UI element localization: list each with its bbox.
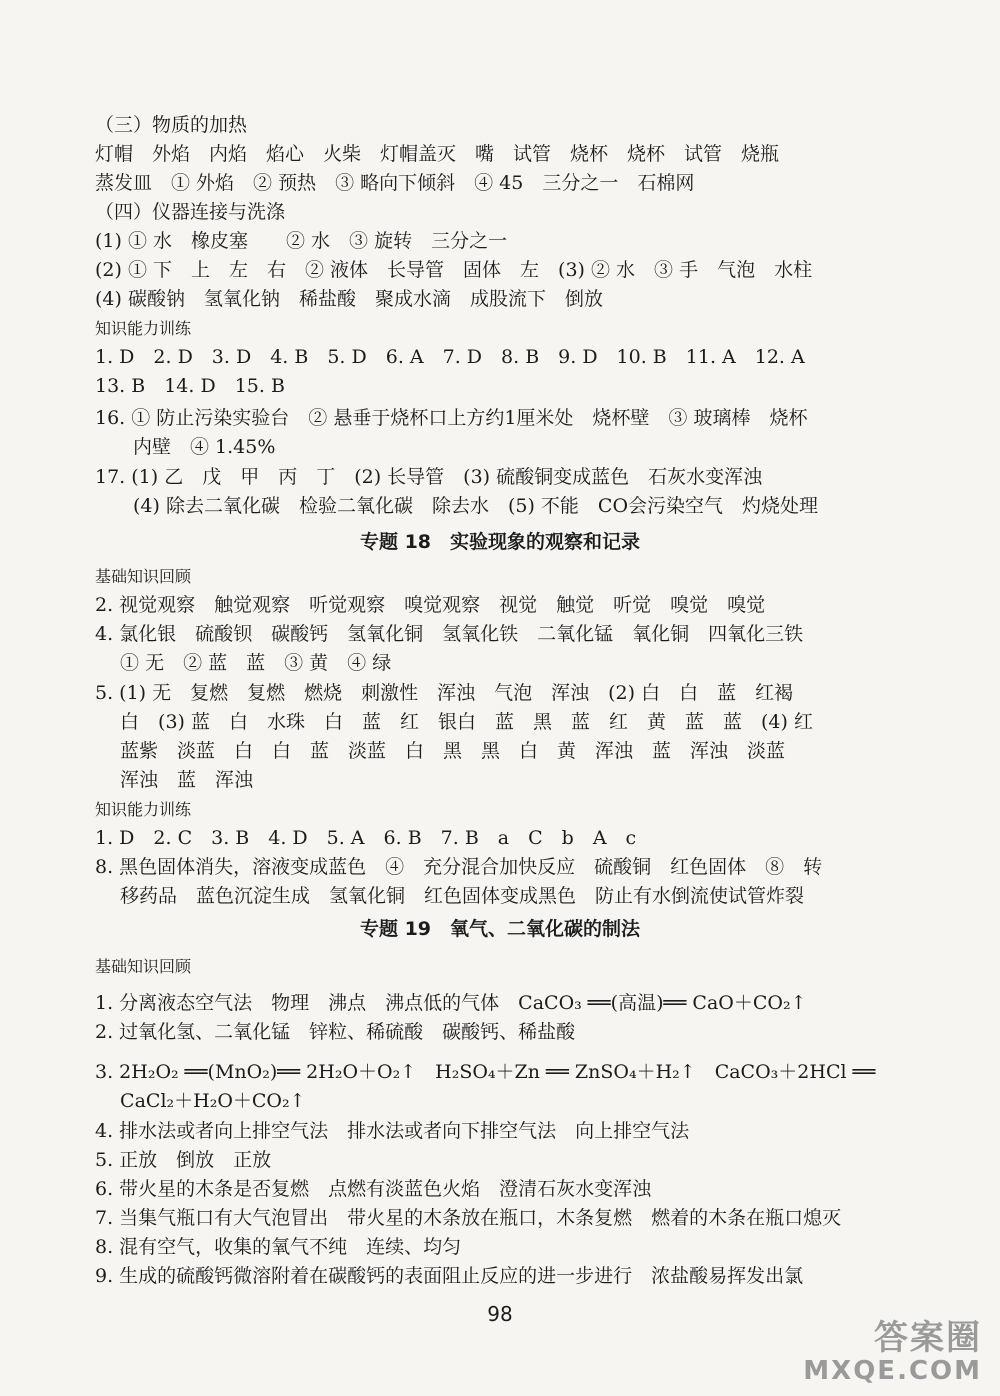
text-line: 蓝紫 淡蓝 白 白 蓝 淡蓝 白 黑 黑 白 黄 浑浊 蓝 浑浊 淡蓝 — [95, 740, 786, 762]
answer-line: 移药品 蓝色沉淀生成 氢氧化铜 红色固体变成黑色 防止有水倒流使试管炸裂 — [95, 885, 805, 907]
page-number: 98 — [487, 1302, 513, 1326]
text-line: 6. 带火星的木条是否复燃 点燃有淡蓝色火焰 澄清石灰水变浑浊 — [95, 1178, 652, 1200]
text-line: 白 (3) 蓝 白 水珠 白 蓝 红 银白 蓝 黑 蓝 红 黄 蓝 蓝 (4) 红 — [95, 711, 813, 733]
answer-line: 8. 黑色固体消失，溶液变成蓝色 ④ 充分混合加快反应 硫酸铜 红色固体 ⑧ 转 — [95, 856, 823, 878]
topic-19-title: 专题 19 氧气、二氧化碳的制法 — [359, 918, 641, 940]
equation-line: CaCl₂＋H₂O＋CO₂↑ — [95, 1090, 306, 1112]
topic-18-title: 专题 18 实验现象的观察和记录 — [359, 531, 641, 553]
answer-line: 17. (1) 乙 戊 甲 丙 丁 (2) 长导管 (3) 硫酸铜变成蓝色 石灰水变浑浊 — [95, 466, 763, 488]
answer-line: 1. D 2. D 3. D 4. B 5. D 6. A 7. D 8. B 9. D 10. B 11. A 12. A — [95, 346, 805, 368]
text-line: 9. 生成的硫酸钙微溶附着在碳酸钙的表面阻止反应的进一步进行 浓盐酸易挥发出氯 — [95, 1265, 804, 1287]
watermark-logo — [803, 1310, 982, 1386]
text-line: 5. (1) 无 复燃 复燃 燃烧 刺激性 浑浊 气泡 浑浊 (2) 白 白 蓝 红褐 — [95, 682, 794, 704]
text-line: 2. 视觉观察 触觉观察 听觉观察 嗅觉观察 视觉 触觉 听觉 嗅觉 嗅觉 — [95, 594, 766, 616]
answer-line: 1. D 2. C 3. B 4. D 5. A 6. B 7. B a C b A c — [95, 827, 637, 849]
answer-line: (4) 除去二氧化碳 检验二氧化碳 除去水 (5) 不能 CO会污染空气 灼烧处理 — [95, 495, 819, 517]
subheading-training: 知识能力训练 — [95, 800, 192, 819]
text-line: 1. 分离液态空气法 物理 沸点 沸点低的气体 CaCO₃ ══(高温)══ CaO＋CO₂↑ — [95, 992, 807, 1014]
text-line: 8. 混有空气，收集的氧气不纯 连续、均匀 — [95, 1236, 462, 1258]
text-line: 5. 正放 倒放 正放 — [95, 1149, 272, 1171]
equation-line: 3. 2H₂O₂ ══(MnO₂)══ 2H₂O＋O₂↑ H₂SO₄＋Zn ══ ZnSO₄＋H₂↑ CaCO₃＋2HCl ══ — [95, 1061, 876, 1083]
text-line: 灯帽 外焰 内焰 焰心 火柴 灯帽盖灭 嘴 试管 烧杯 烧杯 试管 烧瓶 — [95, 143, 780, 165]
heading-heating: （三）物质的加热 — [95, 114, 248, 136]
text-line: 7. 当集气瓶口有大气泡冒出 带火星的木条放在瓶口，木条复燃 燃着的木条在瓶口熄灭 — [95, 1207, 842, 1229]
text-line: 2. 过氧化氢、二氧化锰 锌粒、稀硫酸 碳酸钙、稀盐酸 — [95, 1021, 576, 1043]
text-line: (2) ① 下 上 左 右 ② 液体 长导管 固体 左 (3) ② 水 ③ 手 气泡 水柱 — [95, 259, 813, 281]
answer-line: 内壁 ④ 1.45% — [95, 436, 276, 458]
text-line: 蒸发皿 ① 外焰 ② 预热 ③ 略向下倾斜 ④ 45 三分之一 石棉网 — [95, 172, 695, 194]
watermark-top-text: 答案圈 — [874, 1318, 982, 1358]
text-line: 浑浊 蓝 浑浊 — [95, 769, 254, 791]
subheading-review: 基础知识回顾 — [95, 567, 192, 586]
text-line: ① 无 ② 蓝 蓝 ③ 黄 ④ 绿 — [95, 652, 392, 674]
heading-connection: （四）仪器连接与洗涤 — [95, 201, 286, 223]
text-line: (1) ① 水 橡皮塞 ② 水 ③ 旋转 三分之一 — [95, 230, 508, 252]
answer-line: 16. ① 防止污染实验台 ② 悬垂于烧杯口上方约1厘米处 烧杯壁 ③ 玻璃棒 烧杯 — [95, 407, 808, 429]
text-line: (4) 碳酸钠 氢氧化钠 稀盐酸 聚成水滴 成股流下 倒放 — [95, 288, 603, 310]
watermark-bottom-text: MXQE.COM — [803, 1356, 982, 1386]
subheading-training: 知识能力训练 — [95, 319, 192, 338]
text-line: 4. 排水法或者向上排空气法 排水法或者向下排空气法 向上排空气法 — [95, 1120, 690, 1142]
answer-line: 13. B 14. D 15. B — [95, 375, 285, 397]
text-line: 4. 氯化银 硫酸钡 碳酸钙 氢氧化铜 氢氧化铁 二氧化锰 氧化铜 四氧化三铁 — [95, 623, 804, 645]
subheading-review: 基础知识回顾 — [95, 957, 192, 976]
